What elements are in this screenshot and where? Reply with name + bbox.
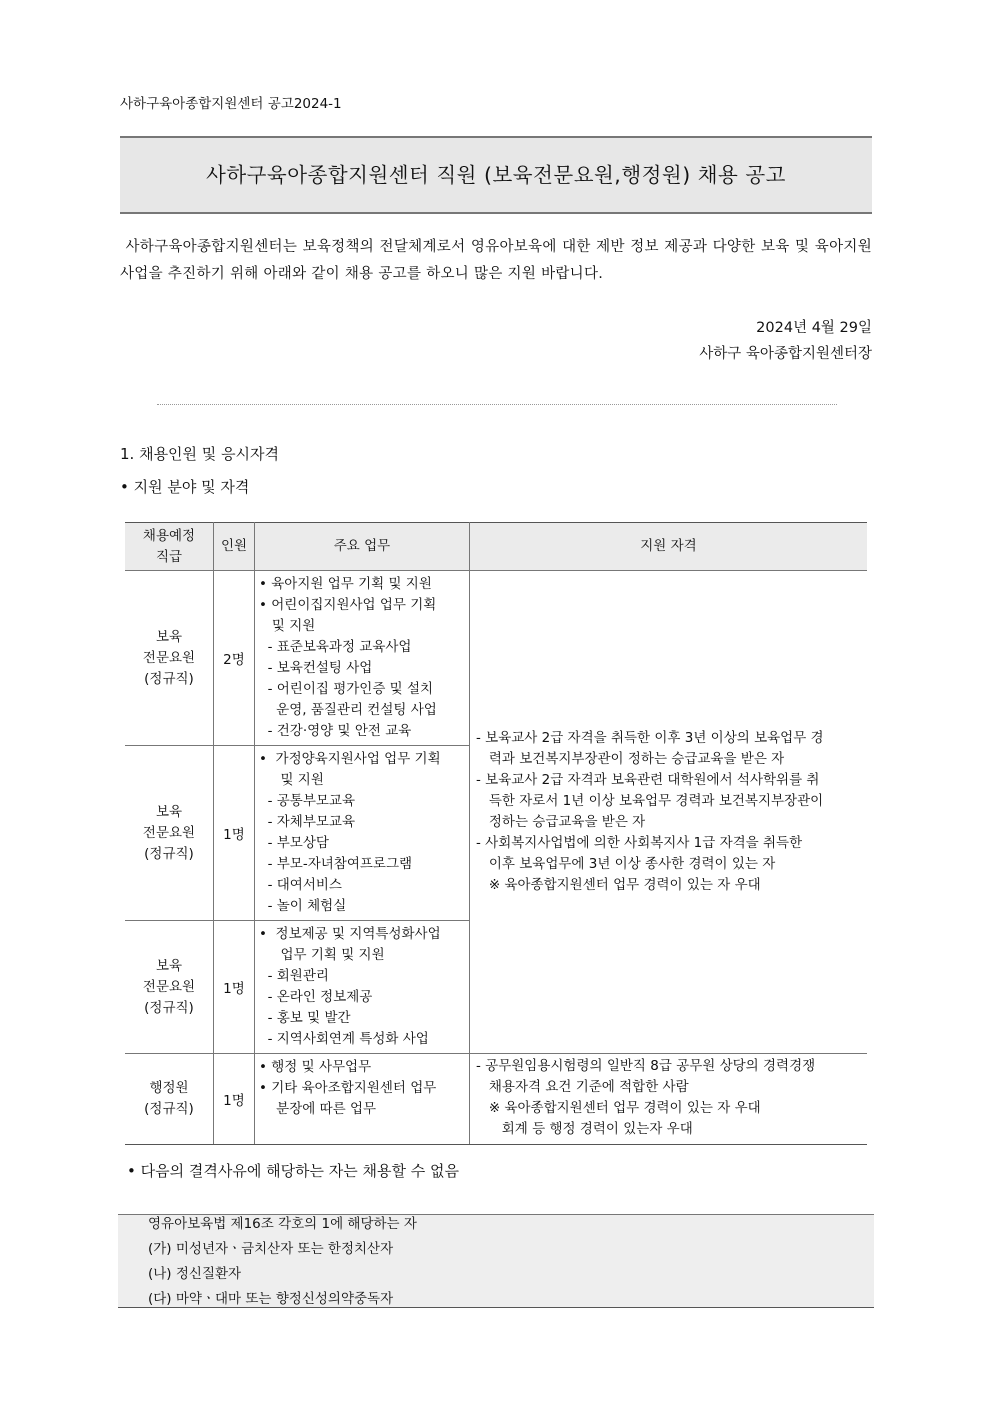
position-line: 전문요원 bbox=[142, 978, 196, 995]
count-cell: 1명 bbox=[214, 746, 255, 921]
position-line: (정규직) bbox=[144, 670, 194, 687]
dotted-divider bbox=[157, 404, 837, 405]
qualification-item: 회계 등 행정 경력이 있는자 우대 bbox=[476, 1121, 693, 1137]
qualification-item: 이후 보육업무에 3년 이상 종사한 경력이 있는 자 bbox=[476, 856, 776, 872]
notice-number: 사하구육아종합지원센터 공고2024-1 bbox=[120, 96, 342, 112]
qualification-item: ※ 육아종합지원센터 업무 경력이 있는 자 우대 bbox=[476, 1100, 761, 1116]
qualification-item: - 공무원임용시험령의 일반직 8급 공무원 상당의 경력경쟁 bbox=[476, 1058, 816, 1074]
recruitment-table bbox=[125, 522, 867, 1145]
disqualification-item: (가) 미성년자ㆍ금치산자 또는 한정치산자 bbox=[148, 1241, 394, 1257]
position-line: (정규직) bbox=[144, 1101, 194, 1117]
duty-item: - 공통부모교육 bbox=[259, 793, 355, 809]
duty-item: - 지역사회연계 특성화 사업 bbox=[259, 1031, 429, 1047]
title-box bbox=[120, 136, 872, 214]
count-cell: 2명 bbox=[214, 571, 255, 746]
qualification-cell bbox=[470, 571, 868, 1054]
count-cell: 1명 bbox=[214, 1054, 255, 1145]
header-qualification: 지원 자격 bbox=[470, 523, 868, 571]
duty-item: - 표준보육과정 교육사업 bbox=[259, 639, 412, 655]
duty-item: - 건강·영양 및 안전 교육 bbox=[259, 723, 412, 739]
position-line: 보육 bbox=[155, 957, 183, 974]
count-cell: 1명 bbox=[214, 921, 255, 1054]
issuer-name: 사하구 육아종합지원센터장 bbox=[699, 346, 872, 362]
position-cell bbox=[125, 1054, 214, 1145]
header-position-line: 채용예정 bbox=[142, 527, 196, 544]
disqualification-item: (다) 마약ㆍ대마 또는 향정신성의약중독자 bbox=[148, 1291, 394, 1307]
duty-item: 업무 기획 및 지원 bbox=[259, 947, 385, 963]
qualification-item: - 보육교사 2급 자격과 보육관련 대학원에서 석사학위를 취 bbox=[476, 772, 820, 788]
section-2-heading: • 다음의 결격사유에 해당하는 자는 채용할 수 없음 bbox=[127, 1162, 460, 1180]
qualification-item: 득한 자로서 1년 이상 보육업무 경력과 보건복지부장관이 bbox=[476, 793, 824, 809]
duty-item: - 온라인 정보제공 bbox=[259, 989, 373, 1005]
duty-item: - 어린이집 평가인증 및 설치 bbox=[259, 681, 434, 697]
position-line: 전문요원 bbox=[142, 649, 196, 666]
position-cell bbox=[125, 921, 214, 1054]
qualification-item: ※ 육아종합지원센터 업무 경력이 있는 자 우대 bbox=[476, 877, 761, 893]
intro-paragraph bbox=[120, 234, 872, 288]
qualification-item: - 사회복지사업법에 의한 사회복지사 1급 자격을 취득한 bbox=[476, 835, 803, 851]
position-line: (정규직) bbox=[144, 845, 194, 862]
duty-item: - 놀이 체험실 bbox=[259, 898, 347, 914]
intro-text: 사하구육아종합지원센터는 보육정책의 전달체계로서 영유아보육에 대한 제반 정보 제공과 다양한 보육 및 육아지원 사업을 추진하기 위해 아래와 같이 채용 공고를 하오니 많은 지원 바랍니다. bbox=[120, 239, 872, 282]
duty-item: • 정보제공 및 지역특성화사업 bbox=[259, 926, 441, 942]
position-line: 전문요원 bbox=[142, 824, 196, 841]
header-position-line: 직급 bbox=[155, 548, 183, 565]
duties-cell bbox=[255, 746, 470, 921]
duty-item: 분장에 따른 업무 bbox=[259, 1101, 377, 1117]
qualification-item: 력과 보건복지부장관이 정하는 승급교육을 받은 자 bbox=[476, 751, 785, 767]
duty-item: 및 지원 bbox=[259, 618, 316, 634]
position-line: 행정원 bbox=[149, 1080, 189, 1096]
section-1-heading: 1. 채용인원 및 응시자격 bbox=[120, 445, 280, 463]
duty-item: - 자체부모교육 bbox=[259, 814, 355, 830]
disqualification-item: 영유아보육법 제16조 각호의 1에 해당하는 자 bbox=[148, 1216, 417, 1232]
duties-cell bbox=[255, 571, 470, 746]
duty-item: - 부모상담 bbox=[259, 835, 329, 851]
disqualification-item: (나) 정신질환자 bbox=[148, 1266, 242, 1282]
table-row bbox=[125, 571, 867, 746]
section-1-subheading: • 지원 분야 및 자격 bbox=[120, 478, 250, 496]
position-line: 보육 bbox=[155, 628, 183, 645]
duties-cell bbox=[255, 1054, 470, 1145]
duty-item: • 기타 육아조합지원센터 업무 bbox=[259, 1080, 437, 1096]
table-row bbox=[125, 1054, 867, 1145]
duty-item: - 회원관리 bbox=[259, 968, 329, 984]
position-line: (정규직) bbox=[144, 999, 194, 1016]
qualification-cell bbox=[470, 1054, 868, 1145]
duty-item: 및 지원 bbox=[259, 772, 324, 788]
qualification-item: 정하는 승급교육을 받은 자 bbox=[476, 814, 646, 830]
duties-cell bbox=[255, 921, 470, 1054]
qualification-item: 채용자격 요건 기준에 적합한 사람 bbox=[476, 1079, 689, 1095]
position-cell bbox=[125, 746, 214, 921]
table-header-row bbox=[125, 523, 867, 571]
disqualification-box bbox=[118, 1214, 874, 1308]
duty-item: 운영, 품질관리 컨설팅 사업 bbox=[259, 702, 437, 718]
duty-item: • 육아지원 업무 기획 및 지원 bbox=[259, 576, 432, 592]
page-title: 사하구육아종합지원센터 직원 (보육전문요원,행정원) 채용 공고 bbox=[206, 163, 786, 187]
header-position bbox=[125, 523, 214, 571]
notice-date: 2024년 4월 29일 bbox=[756, 320, 872, 336]
header-count: 인원 bbox=[214, 523, 255, 571]
duty-item: - 부모-자녀참여프로그램 bbox=[259, 856, 413, 872]
position-line: 보육 bbox=[155, 803, 183, 820]
header-duties: 주요 업무 bbox=[255, 523, 470, 571]
duty-item: - 대여서비스 bbox=[259, 877, 342, 893]
duty-item: - 보육컨설팅 사업 bbox=[259, 660, 373, 676]
duty-item: • 가정양육지원사업 업무 기획 bbox=[259, 751, 441, 767]
duty-item: • 행정 및 사무업무 bbox=[259, 1059, 372, 1075]
duty-item: - 홍보 및 발간 bbox=[259, 1010, 351, 1026]
qualification-item: - 보육교사 2급 자격을 취득한 이후 3년 이상의 보육업무 경 bbox=[476, 730, 824, 746]
duty-item: • 어린이집지원사업 업무 기획 bbox=[259, 597, 437, 613]
position-cell bbox=[125, 571, 214, 746]
